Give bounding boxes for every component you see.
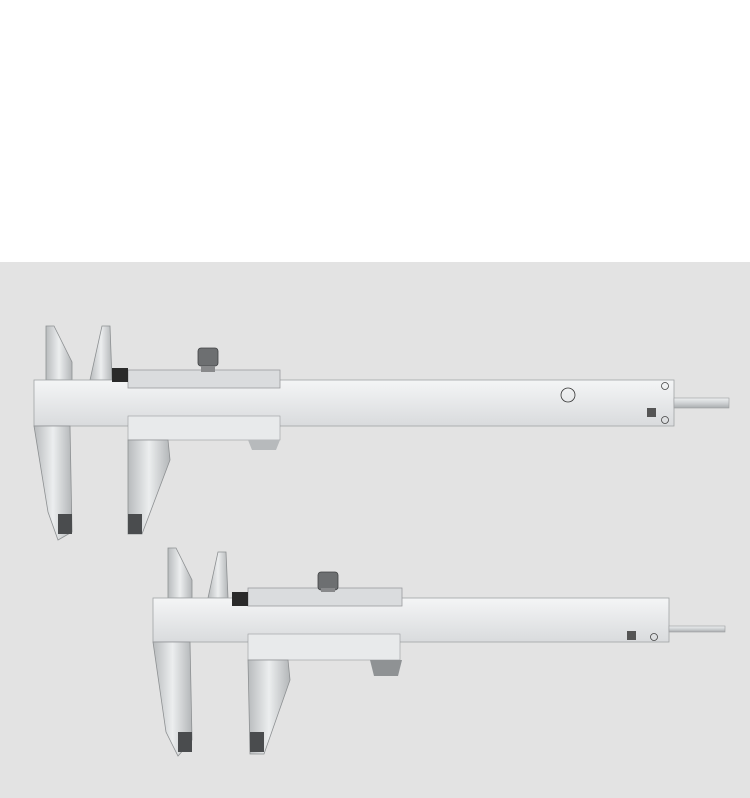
qr-code-icon	[627, 631, 636, 640]
slider-top	[128, 370, 280, 388]
depth-rod	[669, 626, 725, 632]
qr-code-icon	[647, 408, 656, 417]
jaw-tip	[178, 732, 192, 752]
inside-jaw-fixed	[168, 548, 192, 598]
depth-rod	[674, 398, 729, 408]
inside-jaw-slider	[90, 326, 112, 380]
inside-jaw-slider	[208, 552, 228, 598]
thumb-grip	[248, 440, 280, 450]
calipers-illustration	[0, 262, 750, 798]
jaw-tip	[58, 514, 72, 534]
lock-screw-icon	[198, 348, 218, 366]
lock-screw-icon	[318, 572, 338, 590]
thumb-grip	[370, 660, 402, 676]
inside-jaw-fixed	[46, 326, 72, 380]
caliper-530-100	[153, 548, 725, 756]
main-beam	[153, 598, 669, 642]
vernier-plate	[248, 634, 400, 660]
product-photo	[0, 262, 750, 798]
screw-neck	[201, 366, 215, 372]
caliper-530-101	[34, 326, 729, 540]
jaw-tip	[250, 732, 264, 752]
jaw-tip	[128, 514, 142, 534]
slider-stopper	[232, 592, 248, 606]
vernier-plate	[128, 416, 280, 440]
screw-neck	[321, 588, 335, 592]
slider-stopper	[112, 368, 128, 382]
